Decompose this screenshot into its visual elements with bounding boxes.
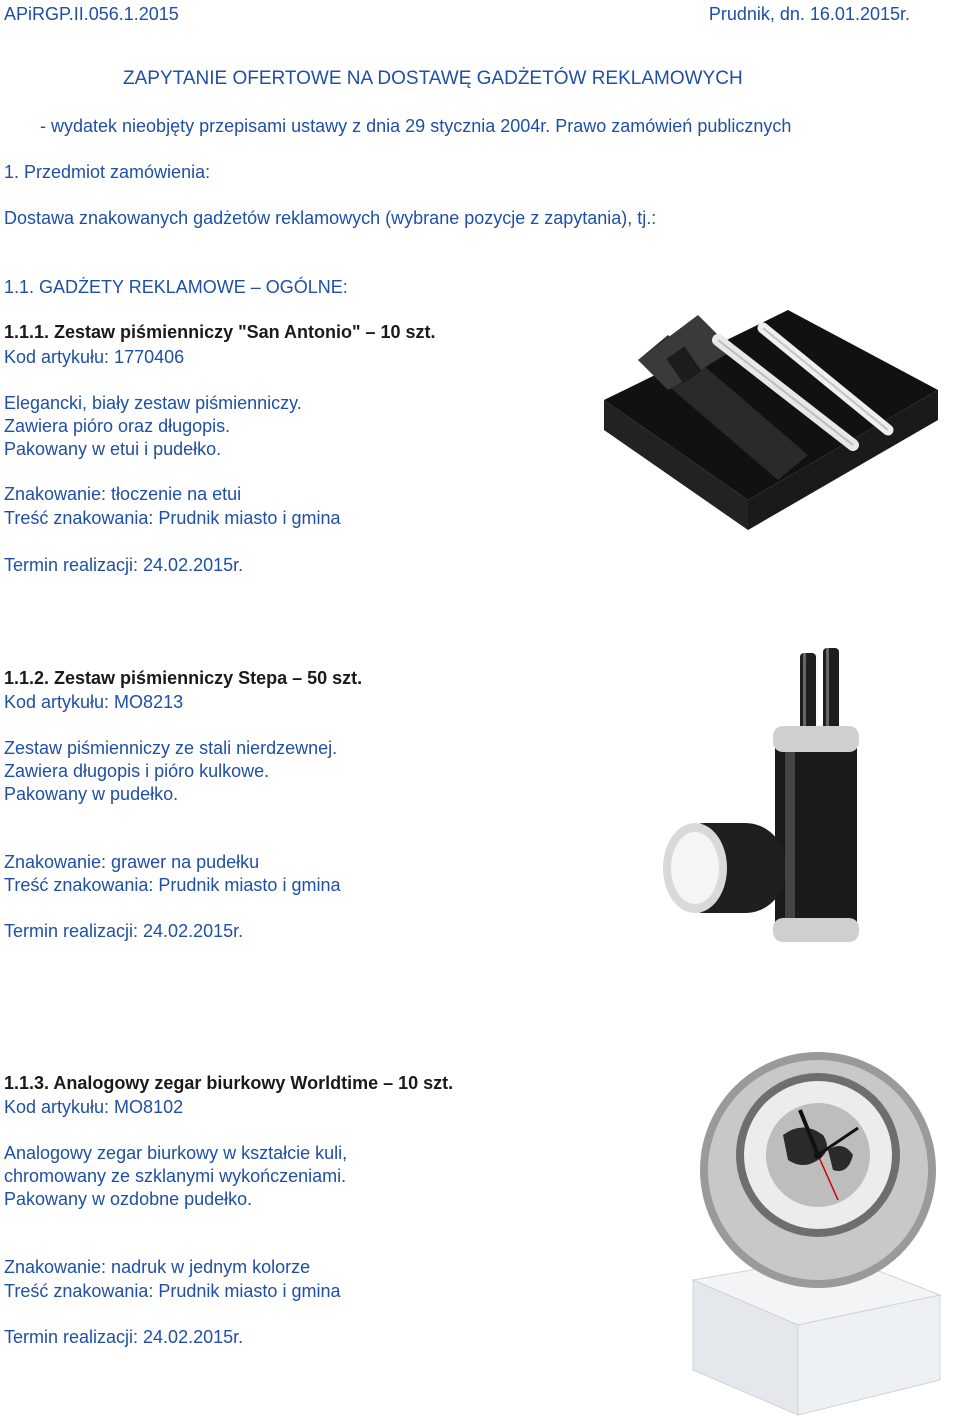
item-description-line: Pakowany w pudełko. <box>4 784 179 804</box>
item-code: Kod artykułu: MO8213 <box>4 692 184 712</box>
item-title: 1.1.1. Zestaw piśmienniczy "San Antonio" – 10 szt. <box>4 322 436 342</box>
document-title: ZAPYTANIE OFERTOWE NA DOSTAWĘ GADŻETÓW REKLAMOWYCH <box>123 68 743 89</box>
item-code: Kod artykułu: MO8102 <box>4 1097 184 1117</box>
item-description-line: Pakowany w etui i pudełko. <box>4 439 222 459</box>
desk-clock-photo <box>688 1050 948 1422</box>
item-description-line: Analogowy zegar biurkowy w kształcie kuli, <box>4 1143 348 1163</box>
item-marking: Znakowanie: nadruk w jednym kolorze <box>4 1257 311 1277</box>
item-description-line: Zestaw piśmienniczy ze stali nierdzewnej. <box>4 738 338 758</box>
item-description-line: Zawiera długopis i pióro kulkowe. <box>4 761 270 781</box>
document-reference: APiRGP.II.056.1.2015 <box>4 4 179 24</box>
item-description-line: Zawiera pióro oraz długopis. <box>4 416 231 436</box>
item-description-line: Elegancki, biały zestaw piśmienniczy. <box>4 393 302 413</box>
document-subtitle: - wydatek nieobjęty przepisami ustawy z dnia 29 stycznia 2004r. Prawo zamówień publicznych <box>40 116 792 136</box>
item-deadline: Termin realizacji: 24.02.2015r. <box>4 921 244 941</box>
item-description-line: Pakowany w ozdobne pudełko. <box>4 1189 253 1209</box>
place-and-date: Prudnik, dn. 16.01.2015r. <box>708 4 910 24</box>
item-code: Kod artykułu: 1770406 <box>4 347 185 367</box>
item-marking: Znakowanie: tłoczenie na etui <box>4 484 242 504</box>
item-marking-content: Treść znakowania: Prudnik miasto i gmina <box>4 508 341 528</box>
item-deadline: Termin realizacji: 24.02.2015r. <box>4 1327 244 1347</box>
section-heading: 1. Przedmiot zamówienia: <box>4 162 211 182</box>
pen-tube-photo <box>655 648 885 948</box>
item-marking-content: Treść znakowania: Prudnik miasto i gmina <box>4 875 341 895</box>
item-title: 1.1.2. Zestaw piśmienniczy Stepa – 50 szt. <box>4 668 363 688</box>
item-deadline: Termin realizacji: 24.02.2015r. <box>4 555 244 575</box>
category-heading: 1.1. GADŻETY REKLAMOWE – OGÓLNE: <box>4 277 348 297</box>
section-intro: Dostawa znakowanych gadżetów reklamowych (wybrane pozycje z zapytania), tj.: <box>4 208 657 228</box>
item-marking-content: Treść znakowania: Prudnik miasto i gmina <box>4 1281 341 1301</box>
item-title: 1.1.3. Analogowy zegar biurkowy Worldtime – 10 szt. <box>4 1073 454 1093</box>
item-description-line: chromowany ze szklanymi wykończeniami. <box>4 1166 347 1186</box>
pen-set-photo <box>598 240 942 565</box>
item-marking: Znakowanie: grawer na pudełku <box>4 852 260 872</box>
